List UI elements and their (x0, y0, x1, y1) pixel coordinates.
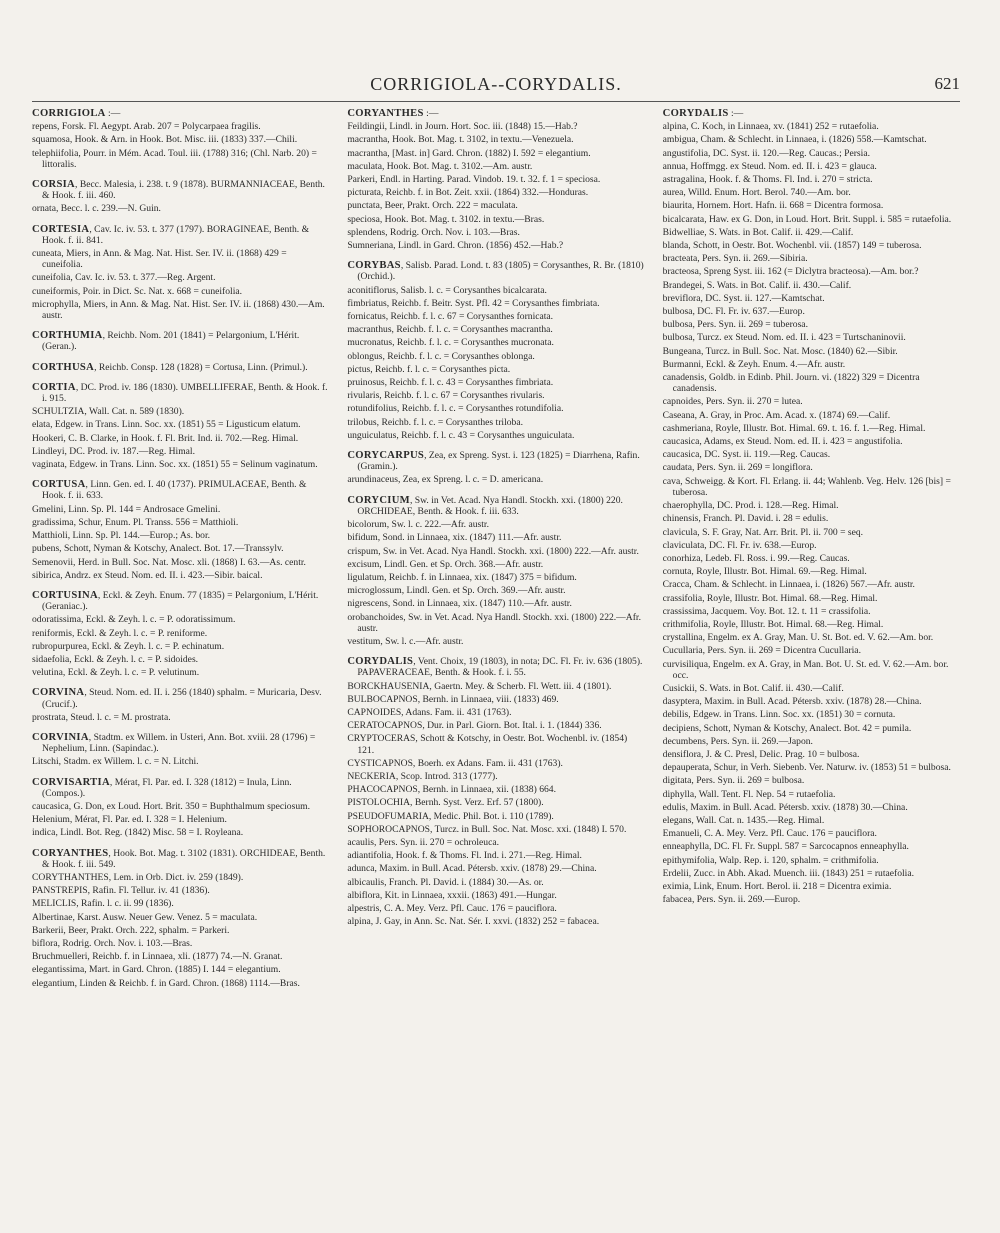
genus-heading-entry: CORVISARTIA, Mérat, Fl. Par. ed. I. 328 (1812) = Inula, Linn. (Compos.). (32, 776, 292, 799)
species-entry: ornata, Becc. l. c. 239.—N. Guin. (32, 203, 161, 215)
genus-heading-entry: CORYCARPUS, Zea, ex Spreng. Syst. i. 123 (1825) = Diarrhena, Rafin. (Gramin.). (347, 450, 640, 473)
species-entry: enneaphylla, DC. Fl. Fr. Suppl. 587 = Sarcocapnos enneaphylla. (662, 841, 909, 853)
species-entry: Bidwelliae, S. Wats. in Bot. Calif. ii. 429.—Calif. (662, 226, 854, 238)
species-entry: bulbosa, Turcz. ex Steud. Nom. ed. II. i. 423 = Turtschaninovii. (662, 332, 906, 344)
species-entry: Brandegei, S. Wats. in Bot. Calif. ii. 430.—Calif. (662, 279, 852, 291)
species-entry: cornuta, Royle, Illustr. Bot. Himal. 69.—Reg. Himal. (662, 566, 867, 578)
genus-name: CORVISARTIA (32, 776, 110, 788)
genus-heading-entry: CORYBAS, Salisb. Parad. Lond. t. 83 (1805) = Corysanthes, R. Br. (1810) (Orchid.). (347, 260, 644, 283)
species-entry: bifidum, Sond. in Linnaea, xix. (1847) 111.—Afr. austr. (347, 532, 562, 544)
species-entry: conorhiza, Ledeb. Fl. Ross. i. 99.—Reg. Caucas. (662, 552, 850, 564)
species-entry: caucasica, Adams, ex Steud. Nom. ed. II. i. 423 = angustifolia. (662, 436, 903, 448)
species-entry: biaurita, Hornem. Hort. Hafn. ii. 668 = Dicentra formosa. (662, 200, 884, 212)
genus-heading-entry: CORTUSINA, Eckl. & Zeyh. Enum. 77 (1835) = Pelargonium, L'Hérit. (Geraniac.). (32, 589, 319, 613)
species-entry: dasyptera, Maxim. in Bull. Acad. Pétersb. xxiv. (1878) 28.—China. (662, 696, 922, 708)
species-entry: annua, Hoffmgg. ex Steud. Nom. ed. II. i. 423 = glauca. (662, 160, 877, 172)
genus-name: CORYCIUM (347, 494, 410, 506)
genus-name: CORTHUSA (32, 361, 95, 373)
species-entry: densiflora, J. & C. Presl, Delic. Prag. 10 = bulbosa. (662, 748, 860, 760)
species-entry: reniformis, Eckl. & Zeyh. l. c. = P. reniforme. (32, 627, 208, 639)
species-entry: cashmeriana, Royle, Illustr. Bot. Himal. 69. t. 16. f. 1.—Reg. Himal. (662, 422, 926, 434)
species-entry: pruinosus, Reichb. f. l. c. 43 = Corysanthes fimbriata. (347, 377, 554, 389)
species-entry: ambigua, Cham. & Schlecht. in Linnaea, i. (1826) 558.—Kamtschat. (662, 134, 927, 146)
species-entry: bracteosa, Spreng Syst. iii. 162 (= Diclytra bracteosa).—Am. bor.? (662, 266, 919, 278)
species-entry: velutina, Eckl. & Zeyh. l. c. = P. velutinum. (32, 667, 200, 679)
genus-name: CORYANTHES (347, 108, 424, 119)
species-entry: orobanchoides, Sw. in Vet. Acad. Nya Handl. Stockh. xxi. (1800) 222.—Afr. austr. (347, 611, 641, 634)
species-entry: bicolorum, Sw. l. c. 222.—Afr. austr. (347, 519, 489, 531)
species-entry: claviculata, DC. Fl. Fr. iv. 638.—Europ. (662, 539, 817, 551)
species-entry: macrantha, [Mast. in] Gard. Chron. (1882) I. 592 = elegantium. (347, 147, 591, 159)
species-entry: Bungeana, Turcz. in Bull. Soc. Nat. Mosc. (1840) 62.—Sibir. (662, 345, 898, 357)
genus-name: CORVINA (32, 687, 85, 699)
species-entry: caucasica, DC. Syst. ii. 119.—Reg. Caucas. (662, 449, 831, 461)
species-entry: Matthioli, Linn. Sp. Pl. 144.—Europ.; As. bor. (32, 530, 211, 542)
species-entry: blanda, Schott, in Oestr. Bot. Wochenbl. vii. (1857) 149 = tuberosa. (662, 240, 922, 252)
species-entry: Helenium, Mérat, Fl. Par. ed. I. 328 = I. Helenium. (32, 814, 227, 826)
species-entry: canadensis, Goldb. in Edinb. Phil. Journ. vi. (1822) 329 = Dicentra canadensis. (662, 372, 920, 395)
species-entry: sibirica, Andrz. ex Steud. Nom. ed. II. i. 423.—Sibir. baical. (32, 569, 263, 581)
species-entry: Lindleyi, DC. Prod. iv. 187.—Reg. Himal. (32, 445, 195, 457)
species-entry: chinensis, Franch. Pl. David. i. 28 = edulis. (662, 513, 829, 525)
genus-heading-entry: CORTESIA, Cav. Ic. iv. 53. t. 377 (1797). BORAGINEAE, Benth. & Hook. f. ii. 841. (32, 223, 310, 246)
species-entry: diphylla, Wall. Tent. Fl. Nep. 54 = rutaefolia. (662, 788, 836, 800)
species-entry: fornicatus, Reichb. f. l. c. 67 = Corysanthes fornicata. (347, 311, 554, 323)
species-entry: CRYPTOCERAS, Schott & Kotschy, in Oestr. Bot. Wochenbl. iv. (1854) 121. (347, 733, 628, 756)
species-entry: Cracca, Cham. & Schlecht. in Linnaea, i. (1826) 567.—Afr. austr. (662, 579, 915, 591)
species-entry: cava, Schweigg. & Kort. Fl. Erlang. ii. 44; Wahlenb. Veg. Helv. 126 [bis] = tuberosa. (662, 475, 951, 498)
species-entry: gradissima, Schur, Enum. Pl. Transs. 556 = Matthioli. (32, 516, 239, 528)
species-entry: fimbriatus, Reichb. f. Beitr. Syst. Pfl. 42 = Corysanthes fimbriata. (347, 297, 600, 309)
column-middle (347, 108, 644, 1213)
species-entry: PISTOLOCHIA, Bernh. Syst. Verz. Erf. 57 (1800). (347, 797, 544, 809)
species-entry: arundinaceus, Zea, ex Spreng. l. c. = D. americana. (347, 474, 544, 486)
species-entry: macrantha, Hook. Bot. Mag. t. 3102, in textu.—Venezuela. (347, 134, 574, 146)
species-entry: breviflora, DC. Syst. ii. 127.—Kamtschat. (662, 292, 825, 304)
species-entry: mucronatus, Reichb. f. l. c. = Corysanthes mucronata. (347, 337, 554, 349)
species-entry: elegantium, Linden & Reichb. f. in Gard. Chron. (1868) 1114.—Bras. (32, 977, 300, 989)
page-number: 621 (934, 74, 960, 93)
species-entry: edulis, Maxim. in Bull. Acad. Pétersb. xxiv. (1878) 30.—China. (662, 801, 908, 813)
species-entry: fabacea, Pers. Syn. ii. 269.—Europ. (662, 894, 801, 906)
species-entry: Semenovii, Herd. in Bull. Soc. Nat. Mosc. xli. (1868) I. 63.—As. centr. (32, 556, 306, 568)
species-entry: BORCKHAUSENIA, Gaertn. Mey. & Scherb. Fl. Wett. iii. 4 (1801). (347, 680, 612, 692)
genus-heading-entry: CORTIA, DC. Prod. iv. 186 (1830). UMBELLIFERAE, Benth. & Hook. f. i. 915. (32, 381, 328, 405)
column-left (32, 108, 329, 1213)
species-entry: clavicula, S. F. Gray, Nat. Arr. Brit. Pl. ii. 700 = seq. (662, 526, 864, 538)
species-entry: chaerophylla, DC. Prod. i. 128.—Reg. Himal. (662, 500, 839, 512)
genus-name: CORYCARPUS (347, 450, 425, 462)
genus-name: CORYDALIS (662, 108, 729, 119)
species-entry: PSEUDOFUMARIA, Medic. Phil. Bot. i. 110 (1789). (347, 810, 554, 822)
genus-heading-entry: CORSIA, Becc. Malesia, i. 238. t. 9 (1878). BURMANNIACEAE, Benth. & Hook. f. iii. 460. (32, 179, 325, 202)
species-entry: Caseana, A. Gray, in Proc. Am. Acad. x. (1874) 69.—Calif. (662, 409, 891, 421)
species-entry: eximia, Link, Enum. Hort. Berol. ii. 218 = Dicentra eximia. (662, 880, 892, 892)
species-entry: squamosa, Hook. & Arn. in Hook. Bot. Misc. iii. (1833) 337.—Chili. (32, 134, 298, 146)
species-entry: astragalina, Hook. f. & Thoms. Fl. Ind. i. 270 = stricta. (662, 174, 873, 186)
genus-name: CORTHUMIA (32, 330, 103, 342)
species-entry: aconitiflorus, Salisb. l. c. = Corysanthes bicalcarata. (347, 284, 547, 296)
species-entry: Albertinae, Karst. Ausw. Neuer Gew. Venez. 5 = maculata. (32, 911, 258, 923)
species-entry: bicalcarata, Haw. ex G. Don, in Loud. Hort. Brit. Suppl. i. 585 = rutaefolia. (662, 213, 952, 225)
genus-name: CORSIA (32, 179, 76, 191)
species-entry: SOPHOROCAPNOS, Turcz. in Bull. Soc. Nat. Mosc. xxi. (1848) I. 570. (347, 823, 627, 835)
species-entry: elegantissima, Mart. in Gard. Chron. (1885) I. 144 = elegantium. (32, 964, 281, 976)
species-entry: nigrescens, Sond. in Linnaea, xix. (1847) 110.—Afr. austr. (347, 598, 572, 610)
genus-heading-entry: CORTHUSA, Reichb. Consp. 128 (1828) = Cortusa, Linn. (Primul.). (32, 361, 308, 373)
species-entry: curvisiliqua, Engelm. ex A. Gray, in Man. Bot. U. St. ed. V. 62.—Am. bor. occ. (662, 658, 949, 681)
text-columns (32, 108, 960, 1213)
species-entry: ligulatum, Reichb. f. in Linnaea, xix. (1847) 375 = bifidum. (347, 571, 577, 583)
species-entry: pictus, Reichb. f. l. c. = Corysanthes picta. (347, 363, 511, 375)
species-entry: Gmelini, Linn. Sp. Pl. 144 = Androsace Gmelini. (32, 503, 221, 515)
species-entry: unguiculatus, Reichb. f. l. c. 43 = Corysanthes unguiculata. (347, 429, 575, 441)
species-entry: cuneiformis, Poir. in Dict. Sc. Nat. x. 668 = cuneifolia. (32, 285, 243, 297)
species-entry: elata, Edgew. in Trans. Linn. Soc. xx. (1851) 55 = Ligusticum elatum. (32, 419, 301, 431)
genus-name: CORTIA (32, 381, 76, 393)
genus-heading-entry: CORYANTHES, Hook. Bot. Mag. t. 3102 (1831). ORCHIDEAE, Benth. & Hook. f. iii. 549. (32, 847, 326, 870)
species-entry: microglossum, Lindl. Gen. et Sp. Orch. 369.—Afr. austr. (347, 585, 566, 597)
page-header (32, 70, 960, 98)
species-entry: Erdelii, Zucc. in Abh. Akad. Muench. iii. (1843) 251 = rutaefolia. (662, 867, 914, 879)
species-entry: vestitum, Sw. l. c.—Afr. austr. (347, 635, 464, 647)
genus-name: CORTESIA (32, 223, 90, 235)
species-entry: crispum, Sw. in Vet. Acad. Nya Handl. Stockh. xxi. (1800) 222.—Afr. austr. (347, 545, 639, 557)
species-entry: bulbosa, Pers. Syn. ii. 269 = tuberosa. (662, 319, 808, 331)
species-entry: MELICLIS, Rafin. l. c. ii. 99 (1836). (32, 898, 174, 910)
genus-heading-entry: CORYDALIS, Vent. Choix, 19 (1803), in nota; DC. Fl. Fr. iv. 636 (1805). PAPAVERACEAE, Benth. & Hook. f. i. 55. (347, 656, 643, 679)
species-entry: macranthus, Reichb. f. l. c. = Corysanthes macrantha. (347, 324, 553, 336)
species-entry: telephiifolia, Pourr. in Mém. Acad. Toul. iii. (1788) 316; (Chl. Narb. 20) = littoralis. (32, 147, 317, 170)
species-entry: decumbens, Pers. Syn. ii. 269.—Japon. (662, 735, 813, 747)
species-entry: BULBOCAPNOS, Bernh. in Linnaea, viii. (1833) 469. (347, 693, 559, 705)
genus-heading-entry: CORRIGIOLA :— (32, 108, 121, 119)
species-entry: Parkeri, Endl. in Harting. Parad. Vindob. 19. t. 32. f. 1 = speciosa. (347, 174, 601, 186)
species-entry: angustifolia, DC. Syst. ii. 120.—Reg. Caucas.; Persia. (662, 147, 870, 159)
species-entry: Hookeri, C. B. Clarke, in Hook. f. Fl. Brit. Ind. ii. 702.—Reg. Himal. (32, 432, 299, 444)
species-entry: alpestris, C. A. Mey. Verz. Pfl. Cauc. 176 = pauciflora. (347, 902, 557, 914)
species-entry: Cucullaria, Pers. Syn. ii. 269 = Dicentra Cucullaria. (662, 645, 861, 657)
species-entry: Litschi, Stadm. ex Willem. l. c. = N. Litchi. (32, 756, 199, 768)
genus-heading-entry: CORYCIUM, Sw. in Vet. Acad. Nya Handl. Stockh. xxi. (1800) 220. ORCHIDEAE, Benth. & Hook. f. iii. 633. (347, 494, 623, 517)
species-entry: digitata, Pers. Syn. ii. 269 = bulbosa. (662, 775, 805, 787)
species-entry: adunca, Maxim. in Bull. Acad. Pétersb. xxiv. (1878) 29.—China. (347, 863, 597, 875)
species-entry: cuneata, Miers, in Ann. & Mag. Nat. Hist. Ser. IV. ii. (1868) 429 = cuneifolia. (32, 248, 287, 271)
species-entry: splendens, Rodrig. Orch. Nov. i. 103.—Bras. (347, 226, 520, 238)
species-entry: punctata, Beer, Prakt. Orch. 222 = maculata. (347, 200, 518, 212)
species-entry: crassissima, Jacquem. Voy. Bot. 12. t. 11 = crassifolia. (662, 605, 871, 617)
species-entry: caucasica, G. Don, ex Loud. Hort. Brit. 350 = Buphthalmum speciosum. (32, 800, 310, 812)
species-entry: capnoides, Pers. Syn. ii. 270 = lutea. (662, 396, 803, 408)
species-entry: Barkerii, Beer, Prakt. Orch. 222, sphalm. = Parkeri. (32, 924, 230, 936)
species-entry: acaulis, Pers. Syn. ii. 270 = ochroleuca. (347, 836, 500, 848)
species-entry: crithmifolia, Royle, Illustr. Bot. Himal. 68.—Reg. Himal. (662, 618, 884, 630)
species-entry: CYSTICAPNOS, Boerh. ex Adans. Fam. ii. 431 (1763). (347, 757, 563, 769)
species-entry: Bruchmuelleri, Reichb. f. in Linnaea, xli. (1877) 74.—N. Granat. (32, 951, 283, 963)
species-entry: odoratissima, Eckl. & Zeyh. l. c. = P. odoratissimum. (32, 614, 236, 626)
species-entry: speciosa, Hook. Bot. Mag. t. 3102. in textu.—Bras. (347, 213, 545, 225)
species-entry: Cusickii, S. Wats. in Bot. Calif. ii. 430.—Calif. (662, 682, 844, 694)
species-entry: NECKERIA, Scop. Introd. 313 (1777). (347, 770, 498, 782)
genus-name: CORRIGIOLA (32, 108, 106, 119)
species-entry: PHACOCAPNOS, Bernh. in Linnaea, xii. (1838) 664. (347, 784, 556, 796)
genus-heading-entry: CORVINIA, Stadtm. ex Willem. in Usteri, Ann. Bot. xviii. 28 (1796) = Nephelium, Linn. (Sapindac.). (32, 731, 316, 755)
species-entry: aurea, Willd. Enum. Hort. Berol. 740.—Am. bor. (662, 187, 851, 199)
species-entry: maculata, Hook. Bot. Mag. t. 3102.—Am. austr. (347, 160, 533, 172)
genus-name: CORVINIA (32, 731, 89, 743)
species-entry: excisum, Lindl. Gen. et Sp. Orch. 368.—Afr. austr. (347, 558, 544, 570)
species-entry: oblongus, Reichb. f. l. c. = Corysanthes oblonga. (347, 350, 535, 362)
species-entry: indica, Lindl. Bot. Reg. (1842) Misc. 58 = I. Royleana. (32, 827, 244, 839)
species-entry: epithymifolia, Walp. Rep. i. 120, sphalm. = crithmifolia. (662, 854, 879, 866)
genus-name: CORTUSINA (32, 589, 98, 601)
species-entry: alpina, C. Koch, in Linnaea, xv. (1841) 252 = rutaefolia. (662, 121, 879, 133)
species-entry: trilobus, Reichb. f. l. c. = Corysanthes triloba. (347, 416, 523, 428)
species-entry: vaginata, Edgew. in Trans. Linn. Soc. xx. (1851) 55 = Selinum vaginatum. (32, 459, 318, 471)
species-entry: adiantifolia, Hook. f. & Thoms. Fl. Ind. i. 271.—Reg. Himal. (347, 850, 582, 862)
species-entry: sidaefolia, Eckl. & Zeyh. l. c. = P. sidoides. (32, 653, 199, 665)
running-title: CORRIGIOLA--CORYDALIS. (370, 74, 622, 94)
species-entry: Emanueli, C. A. Mey. Verz. Pfl. Cauc. 176 = pauciflora. (662, 828, 877, 840)
species-entry: caudata, Pers. Syn. ii. 269 = longiflora. (662, 462, 813, 474)
species-entry: pubens, Schott, Nyman & Kotschy, Analect. Bot. 17.—Transsylv. (32, 543, 284, 555)
species-entry: SCHULTZIA, Wall. Cat. n. 589 (1830). (32, 406, 185, 418)
species-entry: Sumneriana, Lindl. in Gard. Chron. (1856) 452.—Hab.? (347, 240, 564, 252)
species-entry: decipiens, Schott, Nyman & Kotschy, Analect. Bot. 42 = pumila. (662, 722, 912, 734)
species-entry: albicaulis, Franch. Pl. David. i. (1884) 30.—As. or. (347, 876, 544, 888)
species-entry: bracteata, Pers. Syn. ii. 269.—Sibiria. (662, 253, 808, 265)
genus-name: CORYDALIS (347, 656, 414, 668)
species-entry: debilis, Edgew. in Trans. Linn. Soc. xx. (1851) 30 = cornuta. (662, 709, 896, 721)
genus-name: CORTUSA (32, 479, 86, 491)
species-entry: CAPNOIDES, Adans. Fam. ii. 431 (1763). (347, 706, 512, 718)
species-entry: rubropurpurea, Eckl. & Zeyh. l. c. = P. echinatum. (32, 640, 225, 652)
genus-heading-entry: CORYANTHES :— (347, 108, 439, 119)
species-entry: PANSTREPIS, Rafin. Fl. Tellur. iv. 41 (1836). (32, 885, 210, 897)
column-right (663, 108, 960, 1213)
species-entry: Feildingii, Lindl. in Journ. Hort. Soc. iii. (1848) 15.—Hab.? (347, 121, 578, 133)
species-entry: albiflora, Kit. in Linnaea, xxxii. (1863) 491.—Hungar. (347, 889, 557, 901)
header-rule (32, 101, 960, 102)
species-entry: cuneifolia, Cav. Ic. iv. 53. t. 377.—Reg. Argent. (32, 272, 216, 284)
species-entry: biflora, Rodrig. Orch. Nov. i. 103.—Bras. (32, 937, 193, 949)
species-entry: CERATOCAPNOS, Dur. in Parl. Giorn. Bot. Ital. i. 1. (1844) 336. (347, 720, 602, 732)
genus-heading-entry: CORTHUMIA, Reichb. Nom. 201 (1841) = Pelargonium, L'Hérit. (Geran.). (32, 330, 300, 353)
species-entry: microphylla, Miers, in Ann. & Mag. Nat. Hist. Ser. IV. ii. (1868) 430.—Am. austr. (32, 298, 325, 322)
species-entry: alpina, J. Gay, in Ann. Sc. Nat. Sér. I. xxvi. (1832) 252 = fabacea. (347, 916, 600, 928)
species-entry: elegans, Wall. Cat. n. 1435.—Reg. Himal. (662, 814, 825, 826)
species-entry: crystallina, Engelm. ex A. Gray, Man. U. St. Bot. ed. V. 62.—Am. bor. (662, 632, 934, 644)
genus-heading-entry: CORTUSA, Linn. Gen. ed. I. 40 (1737). PRIMULACEAE, Benth. & Hook. f. ii. 633. (32, 479, 307, 502)
genus-heading-entry: CORYDALIS :— (662, 108, 744, 119)
species-entry: repens, Forsk. Fl. Aegypt. Arab. 207 = Polycarpaea fragilis. (32, 121, 261, 133)
species-entry: rotundifolius, Reichb. f. l. c. = Corysanthes rotundifolia. (347, 403, 564, 415)
species-entry: depauperata, Schur, in Verh. Siebenb. Ver. Naturw. iv. (1853) 51 = bulbosa. (662, 762, 951, 774)
species-entry: CORYTHANTHES, Lem. in Orb. Dict. iv. 259 (1849). (32, 871, 244, 883)
species-entry: picturata, Reichb. f. in Bot. Zeit. xxii. (1864) 332.—Honduras. (347, 187, 589, 199)
species-entry: crassifolia, Royle, Illustr. Bot. Himal. 68.—Reg. Himal. (662, 592, 878, 604)
species-entry: rivularis, Reichb. f. l. c. 67 = Corysanthes rivularis. (347, 390, 545, 402)
genus-heading-entry: CORVINA, Steud. Nom. ed. II. i. 256 (1840) sphalm. = Muricaria, Desv. (Crucif.). (32, 687, 322, 710)
genus-name: CORYANTHES (32, 847, 109, 859)
species-entry: Burmanni, Eckl. & Zeyh. Enum. 4.—Afr. austr. (662, 358, 846, 370)
genus-name: CORYBAS (347, 260, 401, 272)
species-entry: bulbosa, DC. Fl. Fr. iv. 637.—Europ. (662, 306, 805, 318)
species-entry: prostrata, Steud. l. c. = M. prostrata. (32, 711, 171, 723)
